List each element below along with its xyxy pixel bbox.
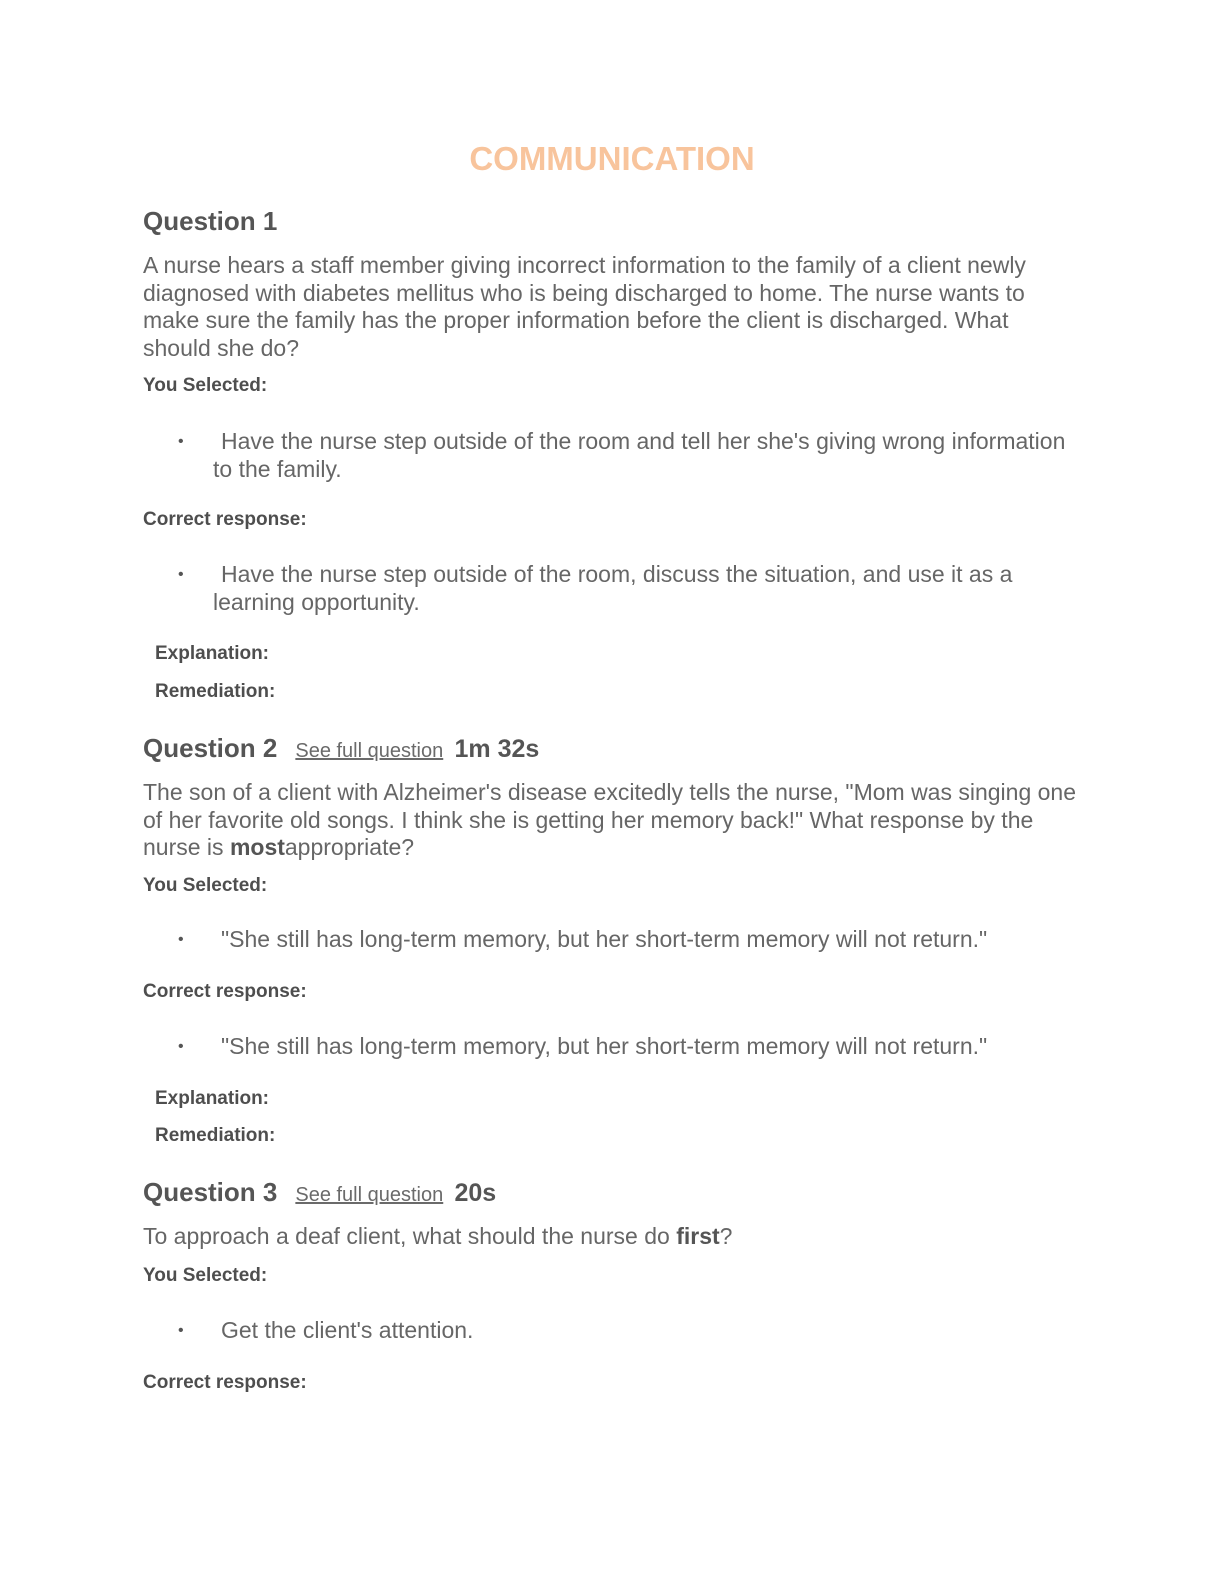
question-2-heading	[143, 733, 539, 766]
question-3-text: To approach a deaf client, what should the nurse do first?	[143, 1223, 733, 1249]
question-1-correct-answer: • Have the nurse step outside of the room, discuss the situation, and use it as a learning opportunity.	[178, 561, 1013, 615]
question-1-text: A nurse hears a staff member giving incorrect information to the family of a client newly diagnosed with diabetes mellitus who is being discharged to home. The nurse wants to make sure the family has the proper information before the client is discharged. What should she do?	[143, 252, 1026, 361]
emphasis-text: most	[229, 834, 285, 860]
question-1-explanation-label: Explanation:	[155, 643, 270, 664]
question-2-remediation-label: Remediation:	[155, 1125, 276, 1146]
question-3-correct-response-label: Correct response:	[143, 1372, 307, 1393]
bullet-icon: •	[178, 1038, 184, 1055]
document-title: COMMUNICATION	[469, 140, 755, 177]
question-1-correct-response-label: Correct response:	[143, 509, 307, 530]
bullet-icon: •	[178, 1322, 184, 1339]
question-2-correct-response-label: Correct response:	[143, 981, 307, 1002]
question-3-duration: 20s	[454, 1179, 497, 1207]
see-full-question-link[interactable]: See full question	[295, 1184, 444, 1206]
question-2-text: The son of a client with Alzheimer's disease excitedly tells the nurse, "Mom was singing one of her favorite old songs. I think she is getting her memory back!" What response by the nurse is mostappropriate?	[143, 779, 1077, 860]
question-3-title: Question 3	[143, 1177, 278, 1207]
question-1-remediation-label: Remediation:	[155, 681, 276, 702]
question-2-duration: 1m 32s	[454, 735, 540, 763]
bullet-icon: •	[178, 931, 184, 948]
question-2-correct-answer: • "She still has long-term memory, but her short-term memory will not return."	[178, 1033, 988, 1059]
emphasis-text: first	[676, 1223, 720, 1249]
question-3-selected-answer: • Get the client's attention.	[178, 1317, 474, 1343]
question-2-selected-answer: • "She still has long-term memory, but her short-term memory will not return."	[178, 926, 988, 952]
question-3-heading	[143, 1177, 496, 1210]
bullet-icon: •	[178, 433, 184, 450]
question-1-heading	[143, 206, 277, 236]
question-2-title: Question 2	[143, 733, 278, 763]
question-1-selected-answer: • Have the nurse step outside of the room and tell her she's giving wrong information to the family.	[178, 428, 1066, 482]
question-1-title: Question 1	[143, 206, 278, 236]
question-3-you-selected-label: You Selected:	[143, 1265, 268, 1286]
bullet-icon: •	[178, 566, 184, 583]
see-full-question-link[interactable]: See full question	[295, 740, 444, 762]
question-2-you-selected-label: You Selected:	[143, 875, 268, 896]
question-2-explanation-label: Explanation:	[155, 1088, 270, 1109]
question-1-you-selected-label: You Selected:	[143, 375, 268, 396]
